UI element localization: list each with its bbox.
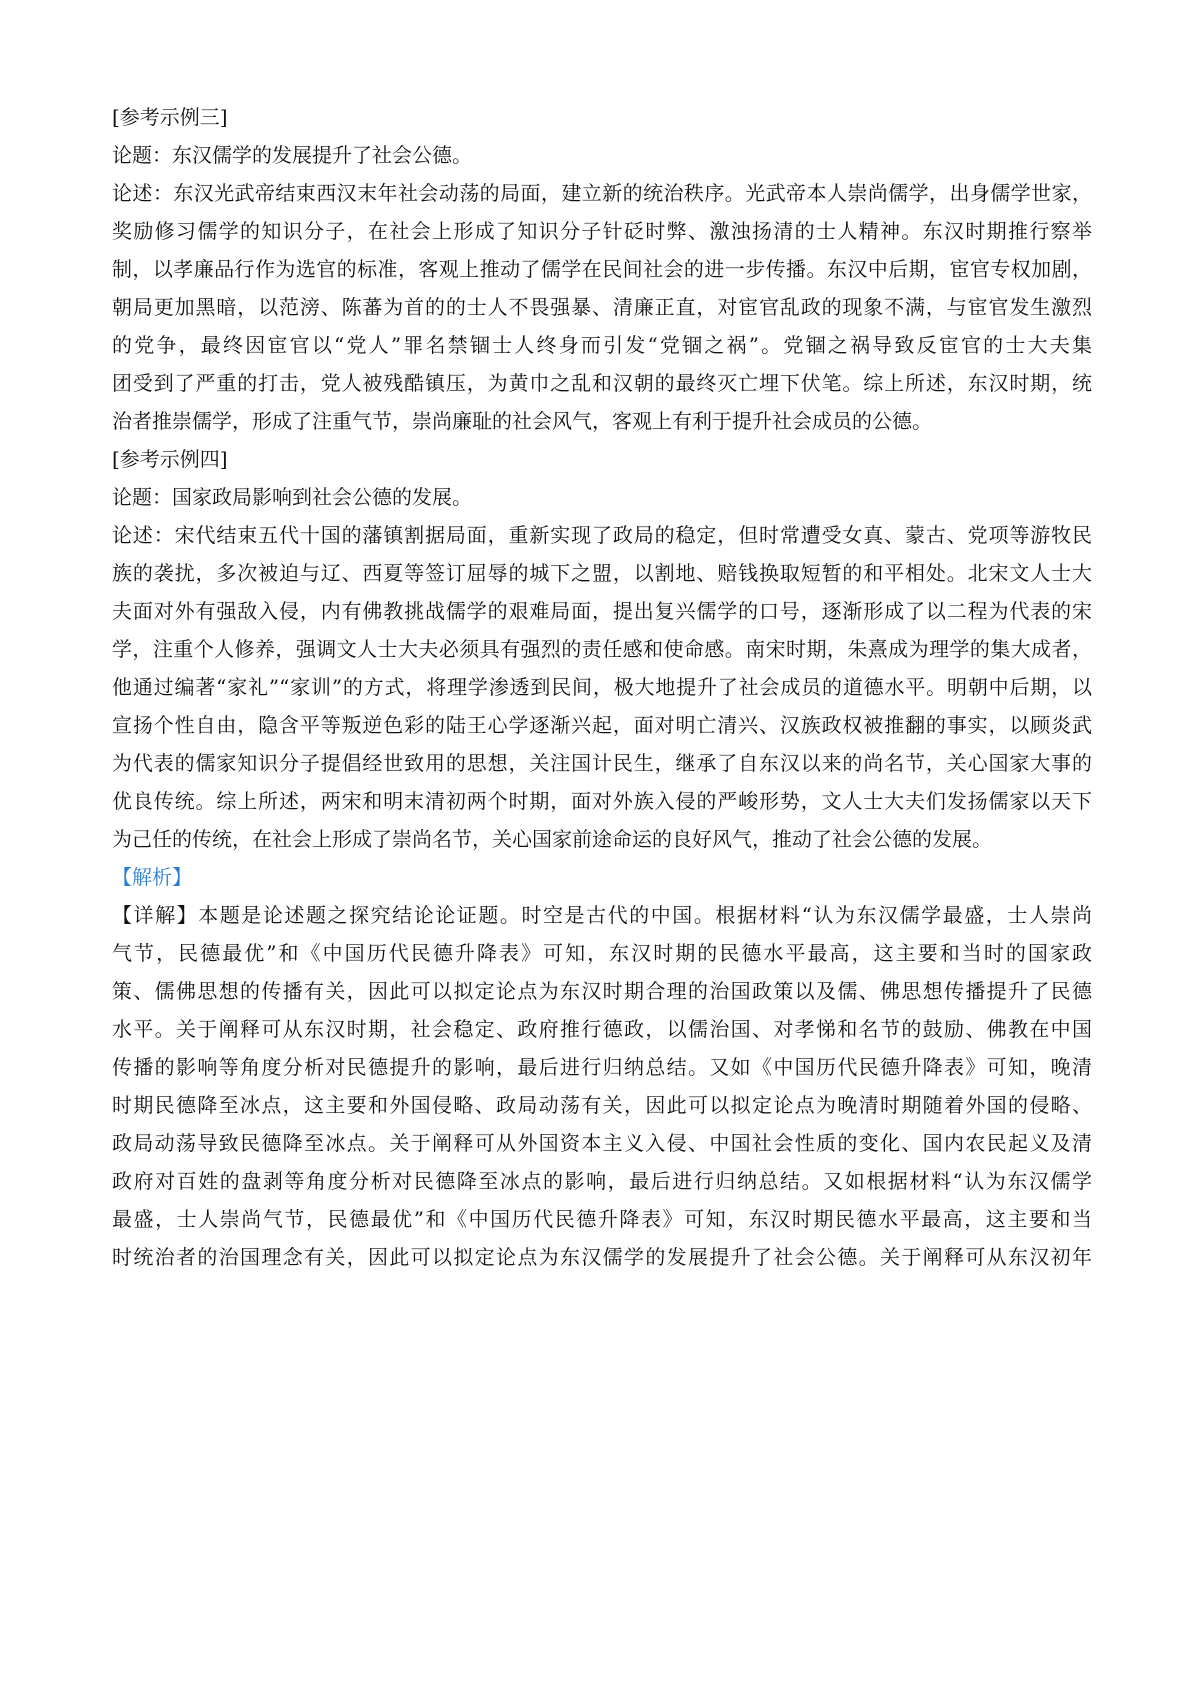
example3-line: 治者推崇儒学，形成了注重气节，崇尚廉耻的社会风气，客观上有利于提升社会成员的公德。: [112, 409, 932, 433]
example4-heading: [参考示例四]: [112, 447, 228, 471]
example4-line: 论述：宋代结束五代十国的藩镇割据局面，重新实现了政局的稳定，但时常遭受女真、蒙古、党项等游牧民: [112, 523, 1092, 547]
example3-line: 朝局更加黑暗，以范滂、陈蕃为首的的士人不畏强暴、清廉正直，对宦官乱政的现象不满，与宦官发生激烈: [112, 295, 1092, 319]
example4-line: 族的袭扰，多次被迫与辽、西夏等签订屈辱的城下之盟，以割地、赔钱换取短暂的和平相处。北宋文人士大: [112, 561, 1092, 585]
example4-line: 优良传统。综上所述，两宋和明末清初两个时期，面对外族入侵的严峻形势，文人士大夫们发扬儒家以天下: [112, 789, 1092, 813]
analysis-line: 传播的影响等角度分析对民德提升的影响，最后进行归纳总结。又如《中国历代民德升降表》可知，晚清: [112, 1055, 1092, 1079]
example3-line: 的党争，最终因宦官以“党人”罪名禁锢士人终身而引发“党锢之祸”。党锢之祸导致反宦官的士大夫集: [112, 333, 1092, 357]
analysis-label: 【解析】: [112, 865, 192, 889]
analysis-line: 策、儒佛思想的传播有关，因此可以拟定论点为东汉时期合理的治国政策以及儒、佛思想传播提升了民德: [112, 979, 1092, 1003]
analysis-line: 最盛，士人崇尚气节，民德最优”和《中国历代民德升降表》可知，东汉时期民德水平最高，这主要和当: [112, 1207, 1092, 1231]
analysis-line: 水平。关于阐释可从东汉时期，社会稳定、政府推行德政，以儒治国、对孝悌和名节的鼓励、佛教在中国: [112, 1017, 1092, 1041]
example3-line: 制，以孝廉品行作为选官的标准，客观上推动了儒学在民间社会的进一步传播。东汉中后期，宦官专权加剧，: [112, 257, 1092, 281]
analysis-line: 气节，民德最优”和《中国历代民德升降表》可知，东汉时期的民德水平最高，这主要和当时的国家政: [112, 941, 1092, 965]
document-page: [112, 98, 1092, 1276]
example4-line: 他通过编著“家礼”“家训”的方式，将理学渗透到民间，极大地提升了社会成员的道德水平。明朝中后期，以: [112, 675, 1092, 699]
analysis-line: 政局动荡导致民德降至冰点。关于阐释可从外国资本主义入侵、中国社会性质的变化、国内农民起义及清: [112, 1131, 1092, 1155]
example3-topic: 论题：东汉儒学的发展提升了社会公德。: [112, 143, 472, 167]
example4-line: 宣扬个性自由，隐含平等叛逆色彩的陆王心学逐渐兴起，面对明亡清兴、汉族政权被推翻的事实，以顾炎武: [112, 713, 1092, 737]
example4-topic: 论题：国家政局影响到社会公德的发展。: [112, 485, 472, 509]
example3-line: 奖励修习儒学的知识分子，在社会上形成了知识分子针砭时弊、激浊扬清的士人精神。东汉时期推行察举: [112, 219, 1092, 243]
example4-line: 学，注重个人修养，强调文人士大夫必须具有强烈的责任感和使命感。南宋时期，朱熹成为理学的集大成者，: [112, 637, 1092, 661]
example3-heading: [参考示例三]: [112, 105, 228, 129]
example4-line: 为己任的传统，在社会上形成了崇尚名节，关心国家前途命运的良好风气，推动了社会公德的发展。: [112, 827, 992, 851]
example4-line: 为代表的儒家知识分子提倡经世致用的思想，关注国计民生，继承了自东汉以来的尚名节，关心国家大事的: [112, 751, 1092, 775]
analysis-line: 【详解】本题是论述题之探究结论论证题。时空是古代的中国。根据材料“认为东汉儒学最盛，士人崇尚: [112, 903, 1092, 927]
analysis-line: 政府对百姓的盘剥等角度分析对民德降至冰点的影响，最后进行归纳总结。又如根据材料“认为东汉儒学: [112, 1169, 1092, 1193]
analysis-line: 时统治者的治国理念有关，因此可以拟定论点为东汉儒学的发展提升了社会公德。关于阐释可从东汉初年: [112, 1245, 1092, 1269]
example3-line: 团受到了严重的打击，党人被残酷镇压，为黄巾之乱和汉朝的最终灭亡埋下伏笔。综上所述，东汉时期，统: [112, 371, 1092, 395]
example4-line: 夫面对外有强敌入侵，内有佛教挑战儒学的艰难局面，提出复兴儒学的口号，逐渐形成了以二程为代表的宋: [112, 599, 1092, 623]
example3-line: 论述：东汉光武帝结束西汉末年社会动荡的局面，建立新的统治秩序。光武帝本人崇尚儒学，出身儒学世家，: [112, 181, 1092, 205]
analysis-line: 时期民德降至冰点，这主要和外国侵略、政局动荡有关，因此可以拟定论点为晚清时期随着外国的侵略、: [112, 1093, 1092, 1117]
